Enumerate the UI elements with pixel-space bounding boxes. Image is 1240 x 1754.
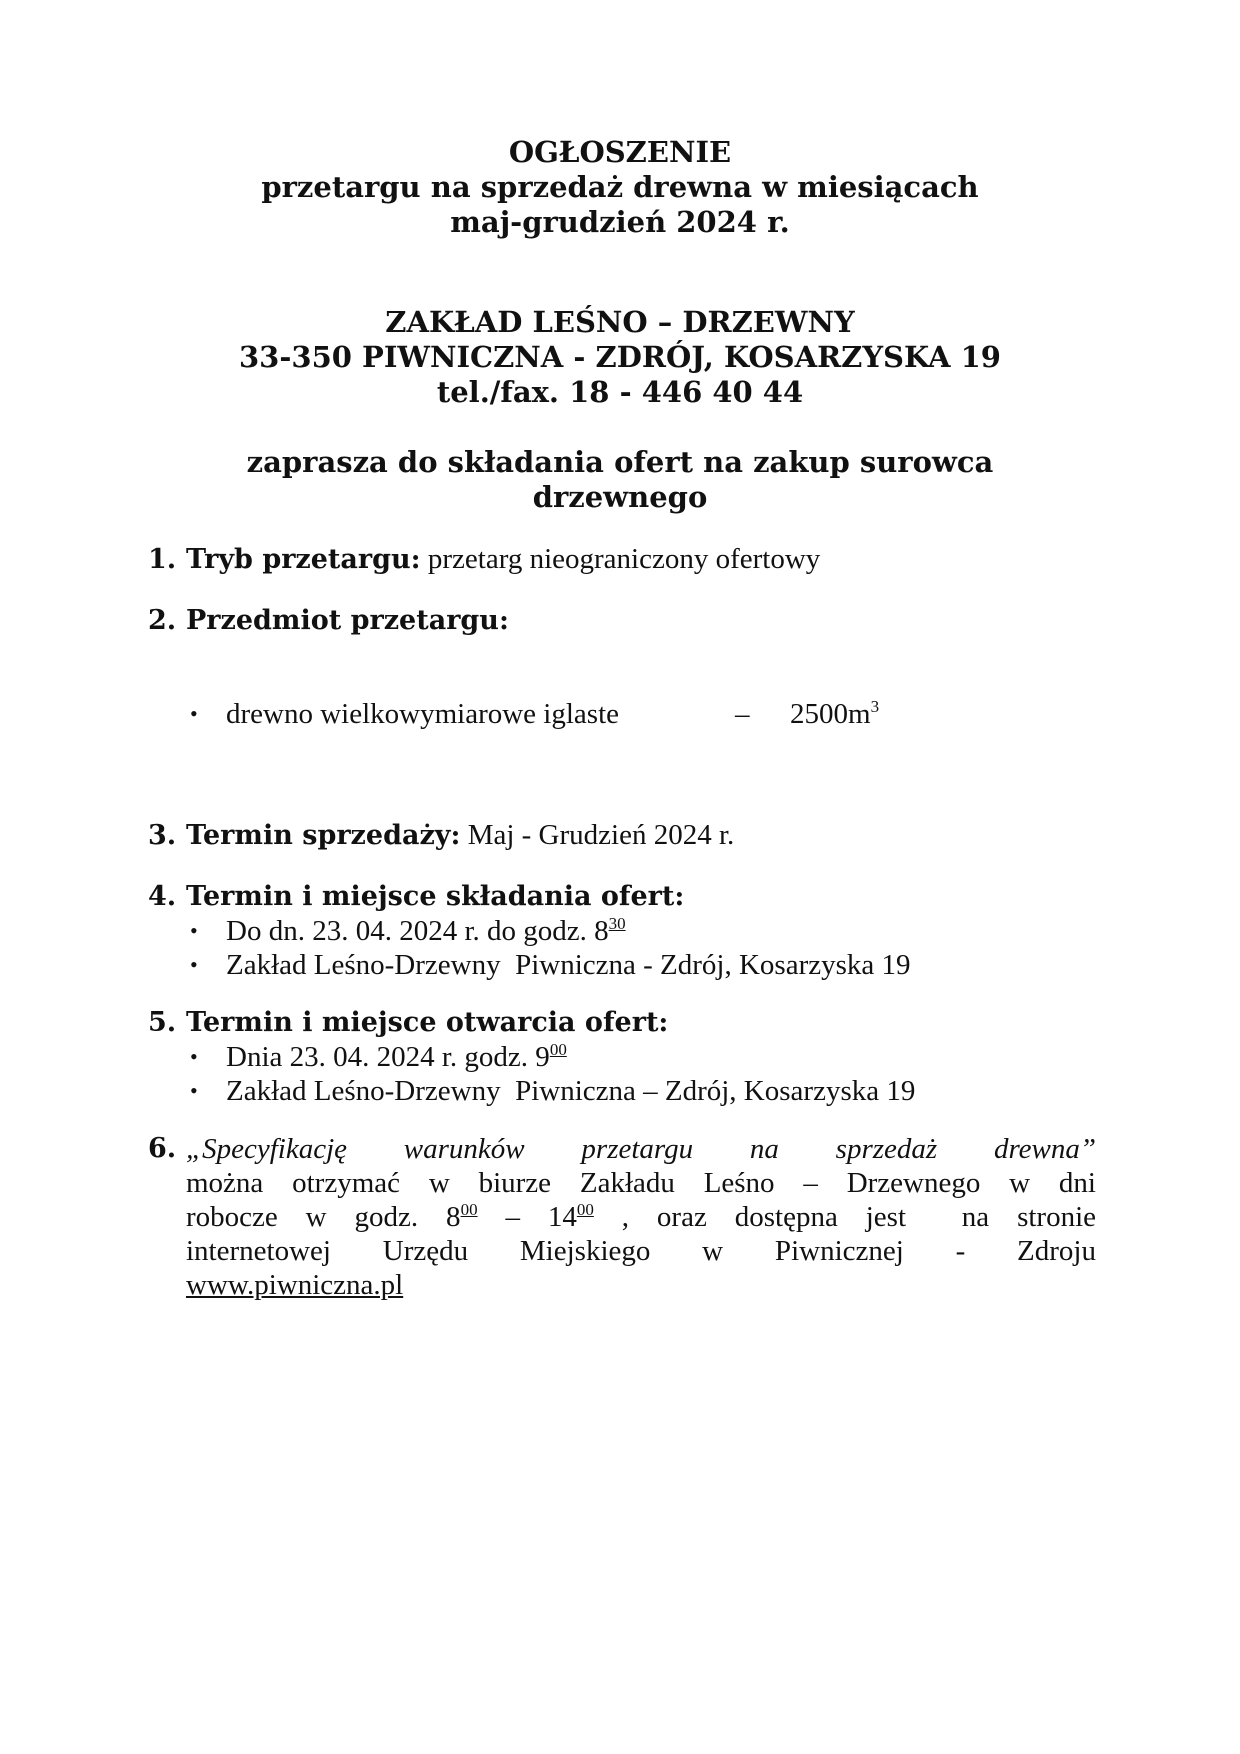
time-minutes: 00 (576, 1200, 594, 1219)
list-item-opening-date (190, 1040, 567, 1074)
section-label: Termin i miejsce otwarcia ofert: (186, 1007, 669, 1038)
section-label: Przedmiot przetargu: (186, 605, 509, 636)
section-2-tender-subject (148, 604, 1098, 638)
section-3-sale-period (148, 818, 1098, 853)
company-phone: tel./fax. 18 - 446 40 44 (436, 375, 804, 409)
section-number: 6. (148, 1133, 177, 1164)
office-hours-end: – 14 (477, 1201, 577, 1233)
submission-place: Zakład Leśno-Drzewny Piwniczna - Zdrój, Kosarzyska 19 (226, 949, 911, 981)
list-item-submission-deadline (190, 914, 626, 948)
section-label: Termin i miejsce składania ofert: (186, 881, 685, 912)
section-label: Tryb przetargu: (186, 544, 421, 575)
bullet-icon: • (190, 1078, 198, 1103)
announcement-subtitle-line2: maj-grudzień 2024 r. (450, 205, 790, 239)
time-minutes: 00 (549, 1040, 567, 1059)
opening-place: Zakład Leśno-Drzewny Piwniczna – Zdrój, Kosarzyska 19 (226, 1075, 916, 1107)
availability-text: , oraz dostępna jest na stronie (593, 1201, 1097, 1233)
list-item-submission-place (190, 948, 911, 982)
dash-separator: – (735, 698, 750, 730)
section-number: 4. (148, 881, 177, 912)
opening-date: Dnia 23. 04. 2024 r. godz. 9 (226, 1041, 550, 1073)
company-name: ZAKŁAD LEŚNO – DRZEWNY (385, 305, 855, 339)
section-number: 5. (148, 1007, 177, 1038)
cubic-superscript: 3 (870, 697, 880, 716)
bullet-icon: • (190, 1044, 198, 1069)
time-minutes: 30 (608, 914, 626, 933)
section-value: Maj - Grudzień 2024 r. (460, 819, 735, 851)
website-link[interactable]: www.piwniczna.pl (186, 1269, 404, 1301)
bullet-icon: • (190, 701, 198, 726)
invitation-line2: drzewnego (532, 480, 708, 514)
specification-line-2: można otrzymać w biurze Zakładu Leśno – Drzewnego w dni (186, 1167, 1096, 1199)
bullet-icon: • (190, 952, 198, 977)
invitation-line1: zaprasza do składania ofert na zakup surowca (246, 445, 994, 479)
office-hours-start: robocze w godz. 8 (186, 1201, 461, 1233)
wood-amount: 2500m (790, 698, 871, 730)
bullet-icon: • (190, 918, 198, 943)
section-1-tender-mode (148, 542, 1098, 577)
time-minutes: 00 (460, 1200, 478, 1219)
section-5-opening (148, 1006, 1098, 1040)
announcement-title: OGŁOSZENIE (508, 135, 732, 169)
specification-line-3 (186, 1200, 1096, 1234)
list-item-wood-type (190, 697, 1010, 731)
section-6-specification (186, 1132, 1096, 1302)
submission-deadline: Do dn. 23. 04. 2024 r. do godz. 8 (226, 915, 609, 947)
section-label: Termin sprzedaży: (186, 820, 461, 851)
company-address: 33-350 PIWNICZNA - ZDRÓJ, KOSARZYSKA 19 (239, 340, 1001, 374)
announcement-subtitle-line1: przetargu na sprzedaż drewna w miesiącach (261, 170, 979, 204)
specification-line-4: internetowej Urzędu Miejskiego w Piwnicznej - Zdroju (186, 1235, 1096, 1267)
section-number: 2. (148, 605, 177, 636)
section-number: 1. (148, 544, 177, 575)
specification-title: „Specyfikację warunków przetargu na sprzedaż drewna” (186, 1133, 1096, 1165)
section-4-submission (148, 880, 1098, 914)
section-number: 3. (148, 820, 177, 851)
wood-type-name: drewno wielkowymiarowe iglaste (226, 698, 620, 730)
list-item-opening-place (190, 1074, 915, 1108)
section-value: przetarg nieograniczony ofertowy (420, 543, 821, 575)
